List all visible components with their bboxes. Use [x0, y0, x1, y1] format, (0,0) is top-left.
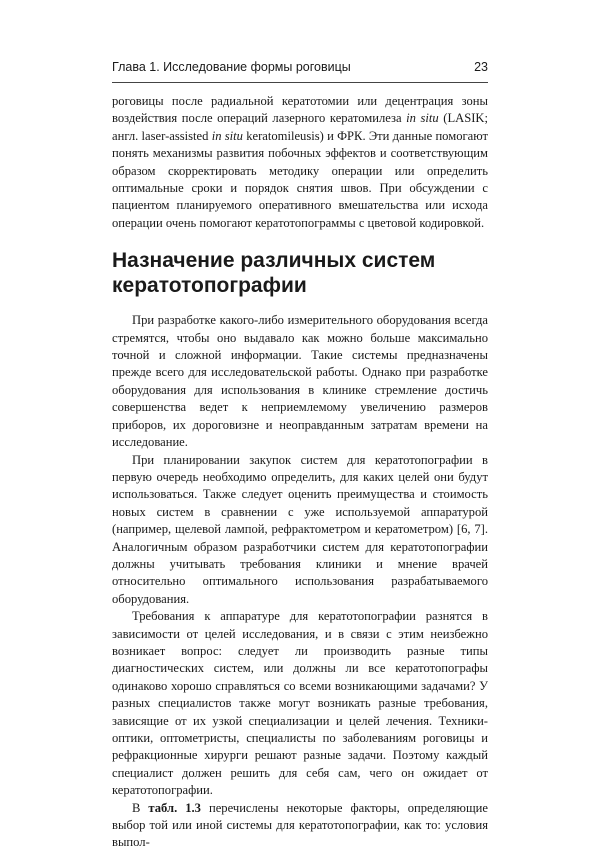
- paragraph-4-lead: В: [132, 800, 149, 815]
- running-head: [112, 60, 488, 74]
- intro-text-2: (LASIK; англ. laser-assisted: [112, 111, 489, 143]
- header-rule: [112, 82, 488, 83]
- intro-italic-1: in situ: [406, 111, 439, 126]
- paragraph-1: При разработке какого-либо измерительного оборудования всегда стремятся, чтобы оно выдавало как можно больше максимально точной и сложной информации. Такие системы предназначены прежде всего для исследовательской работы. Однако при разработке оборудования для использования в клинике стремление достичь совершенства ведет к неприемлемому увеличению размеров приборов, их дороговизне и неоправданным затратам времени на исследование.: [112, 313, 488, 450]
- intro-italic-2: in situ: [211, 128, 243, 143]
- intro-text-3: keratomileusis) и ФРК. Эти данные помогают понять механизмы развития побочных эффектов и соответствующим образом скорректировать методику операции или определить оптимальные сроки и порядок снятия швов. При обсуждении с пациентом планируемого оперативного вмешательства или исхода операции очень помогают кератотопограммы с цветовой кодировкой.: [112, 128, 489, 230]
- intro-paragraph: [112, 93, 488, 232]
- table-reference: табл. 1.3: [148, 800, 201, 815]
- paragraph-4-text: перечислены некоторые факторы, определяющие выбор той или иной системы для кератотопографии, как то: условия выпол-: [112, 800, 488, 850]
- paragraph-4: [112, 800, 488, 852]
- section-title-line-2: кератотопографии: [112, 274, 307, 298]
- section-title: [112, 248, 488, 298]
- page-number: 23: [474, 60, 488, 74]
- page-body: [112, 93, 488, 852]
- chapter-title: Глава 1. Исследование формы роговицы: [112, 60, 351, 74]
- paragraph-3: Требования к аппаратуре для кератотопографии разнятся в зависимости от целей исследования, и в связи с этим неизбежно возникает вопрос: следует ли производить разные типы диагностических систем, или должны ли все кератотопографы одинаково хорошо справляться со всеми возникающими задачами? У разных специалистов также могут возникать разные требования, зависящие от их узкой специализации и целей лечения. Техники-оптики, оптометристы, специалисты по заболеваниям роговицы и рефракционные хирурги решают разные задачи. Поэтому каждый специалист должен решить для себя сам, чего он ожидает от кератотопографии.: [112, 609, 488, 798]
- intro-text-1: роговицы после радиальной кератотомии или децентрация зоны воздействия после операций лазерного кератомилеза: [112, 94, 488, 126]
- section-title-line-1: Назначение различных систем: [112, 249, 436, 273]
- paragraph-2: При планировании закупок систем для кератотопографии в первую очередь необходимо определить, для каких целей они будут использоваться. Также следует оценить преимущества и стоимость новых систем в сравнении с уже используемой аппаратурой (например, щелевой лампой, рефрактометром и кератометром) [6, 7]. Аналогичным образом разработчики систем для кератотопографии должны учитывать требования клиники и мнение врачей относительно оптимального использования разрабатываемого оборудования.: [112, 452, 488, 606]
